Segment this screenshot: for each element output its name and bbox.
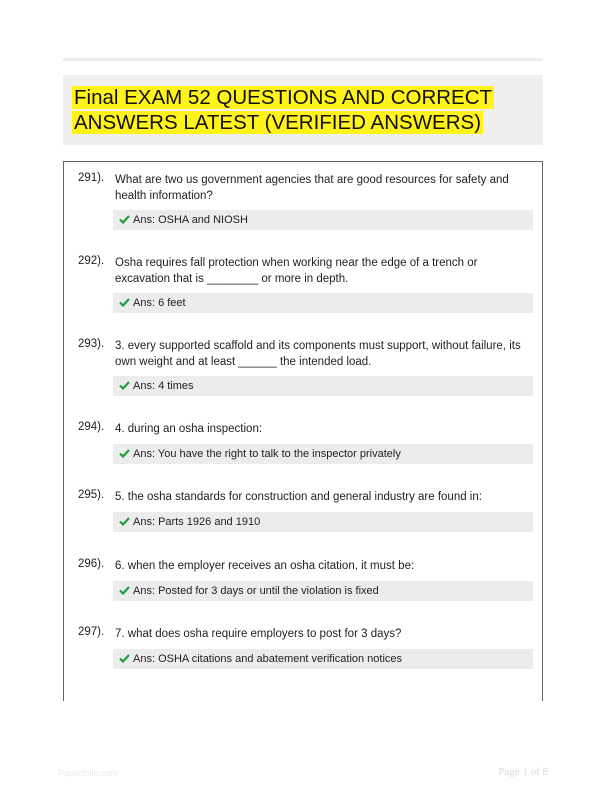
- top-divider: [63, 58, 543, 61]
- answer-box: [113, 376, 533, 396]
- answer-box: [113, 649, 533, 669]
- answer-text: Ans: OSHA and NIOSH: [133, 214, 248, 226]
- question-number: 292).: [78, 255, 105, 267]
- question-number: 293).: [78, 338, 105, 350]
- answer-text: Ans: Parts 1926 and 1910: [133, 516, 261, 528]
- document-title: Final EXAM 52 QUESTIONS AND CORRECT ANSWERS LATEST (VERIFIED ANSWERS): [74, 86, 493, 134]
- question-number: 295).: [78, 489, 105, 501]
- question-number: 294).: [78, 421, 105, 433]
- question-number: 291).: [78, 172, 105, 184]
- answer-box: [113, 293, 533, 313]
- check-icon: [119, 215, 130, 224]
- question-text: 3. every supported scaffold and its components must support, without failure, its own weight and at least ______ the intended load.: [115, 340, 521, 368]
- answer-box: [113, 512, 533, 532]
- answer-text: Ans: 4 times: [133, 380, 194, 392]
- title-banner: [63, 75, 543, 145]
- answer-text: Ans: You have the right to talk to the inspector privately: [133, 448, 401, 460]
- answer-box: [113, 444, 533, 464]
- question-text: Osha requires fall protection when working near the edge of a trench or excavation that is ________ or more in depth.: [115, 257, 478, 285]
- page-indicator: Page 1 of 8: [498, 766, 548, 778]
- question-text: 6. when the employer receives an osha citation, it must be:: [115, 560, 415, 572]
- check-icon: [119, 586, 130, 595]
- check-icon: [119, 654, 130, 663]
- answer-text: Ans: 6 feet: [133, 297, 186, 309]
- check-icon: [119, 517, 130, 526]
- question-text: 7. what does osha require employers to post for 3 days?: [115, 628, 402, 640]
- answer-text: Ans: OSHA citations and abatement verification notices: [133, 653, 403, 665]
- question-number: 296).: [78, 558, 105, 570]
- check-icon: [119, 298, 130, 307]
- question-text: 4. during an osha inspection:: [115, 423, 263, 435]
- answer-text: Ans: Posted for 3 days or until the violation is fixed: [133, 585, 379, 597]
- check-icon: [119, 381, 130, 390]
- answer-box: [113, 210, 533, 230]
- check-icon: [119, 449, 130, 458]
- footer-site-name: Paperfolio.com: [58, 768, 119, 778]
- question-number: 297).: [78, 626, 105, 638]
- qa-list: [63, 161, 543, 701]
- answer-box: [113, 581, 533, 601]
- question-text: 5. the osha standards for construction and general industry are found in:: [115, 491, 482, 503]
- question-text: What are two us government agencies that are good resources for safety and health information?: [115, 174, 509, 202]
